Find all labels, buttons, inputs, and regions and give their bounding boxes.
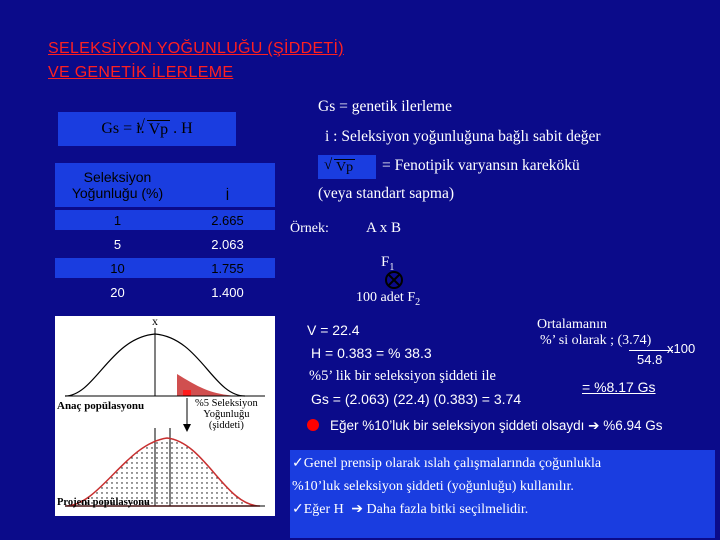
- mean-label-xbar: x: [152, 314, 158, 328]
- f1-subscript: 1: [389, 262, 395, 273]
- table-row: [55, 210, 275, 230]
- mean-result: = %8.17 Gs: [582, 379, 656, 395]
- table-header-col1-line2: Yoğunluğu (%): [71, 185, 164, 201]
- example-cross: A x B: [366, 220, 402, 236]
- table-cell-i: 2.665: [211, 212, 244, 228]
- arrow-right-icon: ➔: [588, 418, 600, 433]
- formula-prefix: Gs = i.: [101, 120, 145, 137]
- formula-suffix: . H: [173, 120, 193, 137]
- f2-text: 100 adet F: [356, 290, 416, 305]
- page-title-line2: VE GENETİK İLERLEME: [48, 64, 234, 81]
- table-row: [55, 282, 275, 302]
- formula-sqrt-term: √ Vp: [147, 120, 171, 139]
- def-gs: Gs = genetik ilerleme: [318, 98, 452, 115]
- formula-box: [58, 112, 236, 146]
- vp-box: [318, 155, 376, 179]
- mean-line1: Ortalamanın: [537, 317, 607, 332]
- checkmark-icon: ✓: [292, 502, 304, 517]
- table-header: [55, 163, 275, 207]
- table-header-col1-line1: Seleksiyon: [83, 169, 152, 185]
- def-vp: = Fenotipik varyansın karekökü: [382, 157, 580, 174]
- distribution-figure: [55, 316, 275, 516]
- mean-times: x100: [667, 341, 696, 356]
- mean-denominator: 54.8: [637, 352, 663, 367]
- example-f2: [356, 290, 420, 308]
- progeny-population-label: Projeni popülasyonu: [57, 497, 150, 508]
- selfing-icon: [383, 269, 405, 291]
- note-result: %6.94 Gs: [603, 418, 663, 433]
- f1-letter: F: [381, 254, 390, 270]
- table-cell-pct: 1: [113, 212, 122, 228]
- example-label: Örnek:: [290, 221, 329, 236]
- page-title-line1: SELEKSİYON YOĞUNLUĞU (ŞİDDETİ): [48, 40, 344, 57]
- general-line2: %10’luk seleksiyon şiddeti (yoğunluğu) kullanılır.: [292, 479, 574, 494]
- table-cell-pct: 20: [110, 284, 125, 300]
- calc-v: V = 22.4: [307, 322, 360, 338]
- general-line3: [292, 501, 528, 518]
- general-line1: [292, 455, 601, 472]
- general-line1-text: Genel prensip olarak ıslah çalışmalarında çoğunlukla: [303, 456, 602, 471]
- selection-label-line2: Yoğunluğu: [203, 409, 250, 420]
- general-line3-b: Daha fazla bitki seçilmelidir.: [366, 502, 529, 517]
- note-line: [330, 418, 663, 434]
- def-vp-note: (veya standart sapma): [318, 185, 454, 202]
- arrow-right-icon: ➔: [351, 502, 364, 517]
- table-row: [55, 258, 275, 278]
- note-text: Eğer %10’luk bir seleksiyon şiddeti olsaydı: [330, 418, 585, 433]
- general-line3-a: Eğer H: [303, 502, 344, 517]
- calc-gs: Gs = (2.063) (22.4) (0.383) = 3.74: [311, 391, 522, 407]
- general-principle-box: [290, 450, 715, 538]
- selection-label-line3: (şiddeti): [208, 420, 244, 431]
- table-cell-i: 1.755: [211, 260, 244, 276]
- calc-sel: %5’ lik bir seleksiyon şiddeti ile: [309, 368, 496, 384]
- progeny-curve: [65, 438, 260, 506]
- parent-population-label: Anaç popülasyonu: [57, 400, 145, 412]
- vp-sqrt-term: √ Vp: [334, 159, 355, 176]
- f2-subscript: 2: [415, 296, 421, 308]
- table-cell-pct: 5: [113, 236, 122, 252]
- checkmark-icon: ✓: [292, 456, 304, 471]
- calc-h: H = 0.383 = % 38.3: [311, 345, 432, 361]
- selected-marker: [183, 390, 191, 396]
- table-row: [55, 234, 275, 254]
- red-bullet-icon: [307, 419, 319, 431]
- selection-intensity-label: [195, 398, 258, 431]
- table-cell-i: 1.400: [211, 284, 244, 300]
- mean-line2: %’ si olarak ; (3.74): [540, 333, 652, 348]
- table-header-col2: İ: [225, 187, 230, 203]
- def-i: i : Seleksiyon yoğunluğuna bağlı sabit değer: [325, 128, 601, 145]
- table-cell-i: 2.063: [211, 236, 244, 252]
- selection-label-line1: %5 Seleksiyon: [195, 398, 258, 409]
- table-cell-pct: 10: [110, 260, 125, 276]
